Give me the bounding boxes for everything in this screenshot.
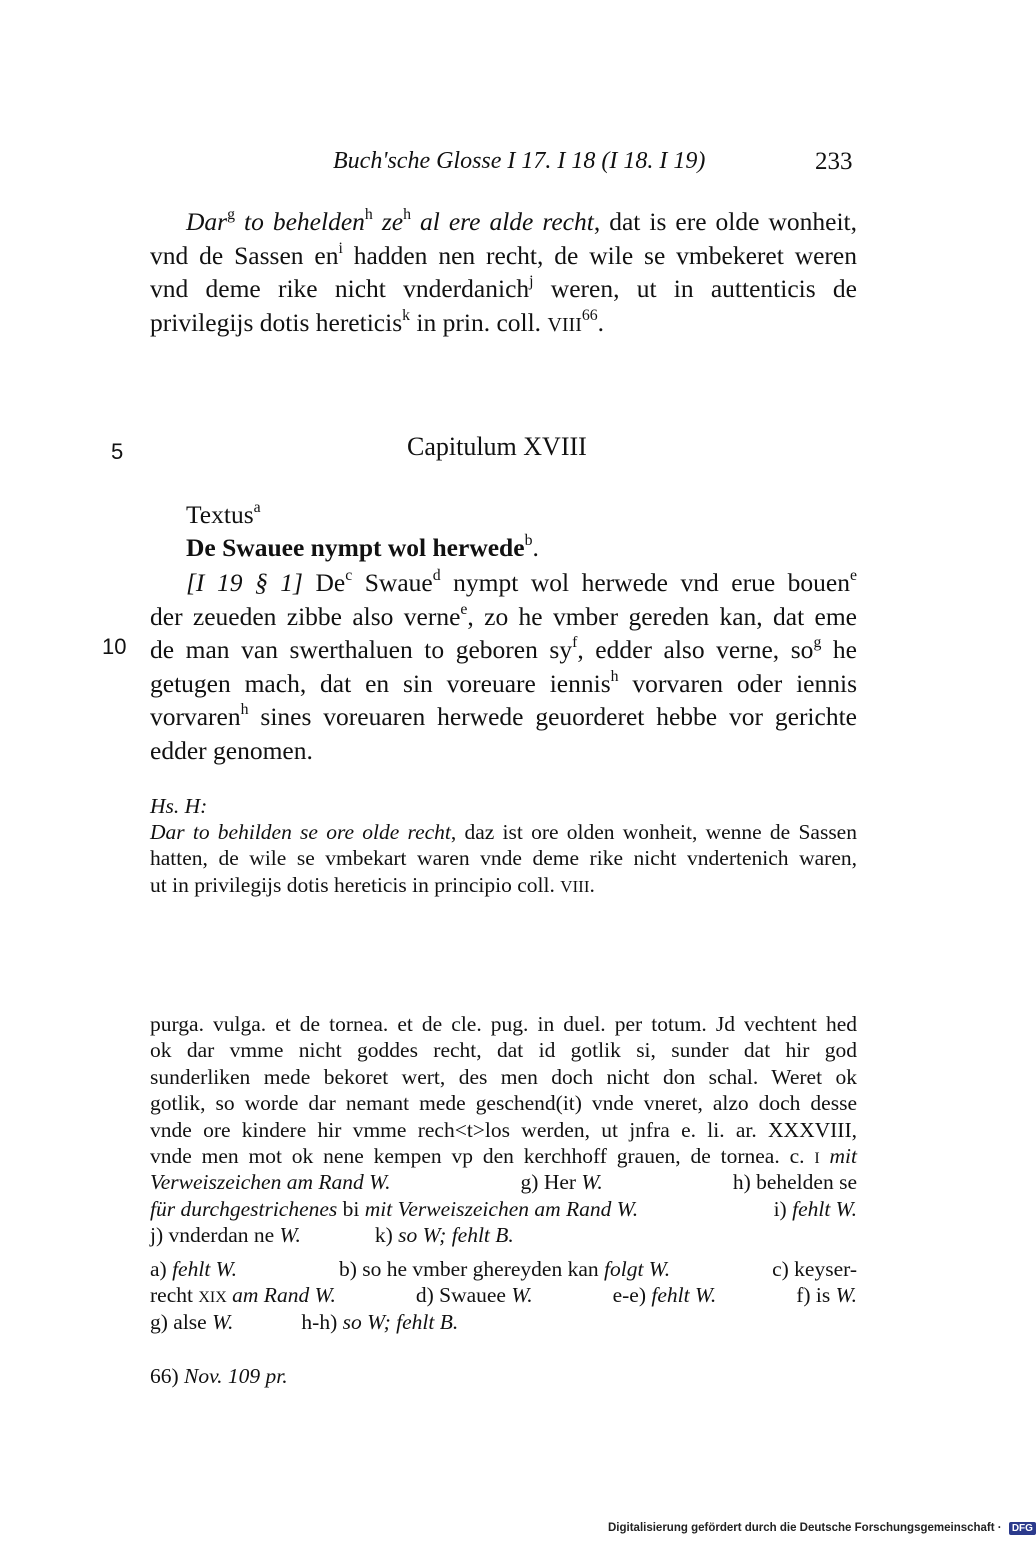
text-span: mit (819, 1143, 857, 1168)
text-span: , daz ist ore olden wonheit, wenne de Sassen (450, 820, 857, 845)
text-span: h-h) (301, 1309, 343, 1334)
text-span: W. (581, 1170, 603, 1195)
text-span: privilegijs dotis hereticis (150, 307, 403, 337)
text-line (150, 239, 857, 273)
note-row (150, 1282, 857, 1308)
line-number: 10 (102, 634, 127, 659)
text-span: vnde men mot ok nene kempen vp den kerchhoff grauen, de tornea. c. (150, 1143, 815, 1168)
text-span: fehlt W. (172, 1257, 237, 1281)
text-line: gotlik, so worde dar nemant mede geschend(it) vnde vneret, alzo doch desse (150, 1091, 857, 1116)
text-line (150, 566, 857, 600)
text-span: vorvaren (150, 702, 241, 732)
variant-marker: d (432, 566, 441, 584)
textus-label (186, 498, 261, 532)
dfg-logo: DFG (1009, 1522, 1036, 1535)
note-row (150, 1222, 857, 1248)
text-span: Dar to behilden se ore olde recht (150, 820, 451, 845)
text-span: ze (372, 207, 404, 236)
textus-variants (150, 1256, 857, 1335)
variant-marker: a (253, 498, 261, 516)
text-span: . (597, 307, 605, 337)
note-row (150, 1256, 857, 1282)
text-line (150, 306, 857, 343)
note-text: c) keyser- (772, 1257, 857, 1281)
text-span: de man van swerthaluen to geboren sy (150, 635, 573, 665)
text-span: W. (511, 1283, 533, 1308)
note-text (339, 1256, 670, 1282)
variant-marker: b (524, 531, 533, 549)
text-line: ok dar vmme nicht goddes recht, dat id gotlik si, sunder dat hir god (150, 1038, 857, 1063)
note-text: Verweiszeichen am Rand W. (150, 1170, 391, 1195)
text-span: . (589, 872, 595, 897)
variant-marker: e (850, 566, 858, 584)
text-span: g) Her (520, 1170, 582, 1195)
manuscript-variant (150, 793, 857, 900)
text-line (150, 272, 857, 306)
text-span: , edder also verne, so (577, 635, 814, 665)
note-text (416, 1282, 533, 1308)
text-span: e-e) (612, 1283, 652, 1308)
text-line (150, 633, 857, 667)
variant-marker: h (364, 205, 373, 223)
text-span: Dar (186, 207, 228, 236)
gloss-paragraph (150, 205, 857, 342)
text-span: der zeueden zibbe also verne (150, 601, 461, 631)
running-head (0, 148, 1000, 180)
text-span: hadden nen recht, de wile se vmbekeret weren (342, 240, 857, 270)
text-line (150, 700, 857, 734)
text-span: in prin. coll. (410, 307, 548, 337)
text-span: a) (150, 1257, 173, 1281)
note-row (150, 1196, 857, 1222)
text-span: mit Verweiszeichen am Rand W. (364, 1196, 639, 1221)
text-line (150, 872, 857, 900)
text-line: sunderliken mede bekoret wert, des men doch nicht don schal. Weret ok (150, 1064, 857, 1089)
text-span: getugen mach, dat en sin voreuare iennis (150, 668, 611, 698)
text-span: al ere alde recht (410, 207, 594, 236)
text-span: am Rand W. (226, 1283, 336, 1308)
note-text (796, 1282, 857, 1308)
text-span: Textus (186, 500, 254, 529)
text-span: , dat is ere olde wonheit, (593, 207, 857, 236)
note-text (150, 1256, 237, 1282)
text-span: nympt wol herwede vnd erue bouen (440, 568, 850, 597)
text-span: , zo he vmber gereden kan, dat eme (467, 601, 857, 631)
running-title: Buch'sche Glosse I 17. I 18 (I 18. I 19) (333, 148, 706, 174)
text-span: für durchgestrichenes (150, 1196, 338, 1221)
text-span: so W; fehlt B. (342, 1309, 459, 1334)
line-number: 5 (111, 439, 124, 464)
variant-marker: g (813, 634, 822, 652)
roman-numeral: XIX (198, 1289, 227, 1307)
text-span: De (302, 568, 346, 597)
text-span: bi (337, 1196, 365, 1221)
text-line (150, 600, 857, 634)
text-span: he (821, 635, 857, 665)
variant-marker: i (338, 239, 343, 257)
footnote-marker: 66 (581, 306, 598, 324)
text-span: g) alse (150, 1309, 213, 1334)
footnote (150, 1363, 288, 1389)
text-span: recht (150, 1283, 199, 1308)
note-text (774, 1196, 857, 1222)
funding-text: Digitalisierung gefördert durch die Deutsche Forschungsgemeinschaft · (608, 1522, 1005, 1534)
text-span: d) Swauee (415, 1283, 512, 1308)
text-span: fehlt W. (792, 1196, 857, 1221)
manuscript-label: Hs. H: (150, 794, 208, 818)
variant-marker: j (529, 273, 534, 291)
text-span: to behelden (235, 207, 365, 236)
text-span: . (532, 533, 539, 562)
text-span: W. (279, 1223, 301, 1248)
text-span: j) vnderdan ne (150, 1223, 280, 1248)
variant-marker: g (227, 205, 235, 223)
variant-marker: k (402, 306, 411, 324)
textus-heading (186, 531, 539, 565)
text-line: vnde ore kindere hir vmme rech<t>los werden, ut jnfra e. li. ar. XXXVIII, (150, 1117, 857, 1142)
page-number: 233 (815, 148, 853, 175)
textus-body (150, 566, 857, 768)
text-span: i) (773, 1196, 793, 1221)
text-span: f) is (796, 1283, 836, 1308)
text-span: ut in privilegijs dotis hereticis in principio coll. (150, 872, 561, 897)
variant-marker: c (345, 566, 353, 584)
roman-numeral: VIII (560, 876, 590, 896)
variant-marker: h (403, 205, 411, 223)
text-span: so W; fehlt B. (398, 1223, 514, 1248)
text-line (150, 205, 857, 239)
footnote-number: 66) (150, 1364, 185, 1388)
variant-marker: h (240, 701, 249, 719)
variant-marker: e (460, 600, 468, 618)
text-span: sines voreuaren herwede geuorderet hebbe vor gerichte (248, 702, 857, 732)
text-line: edder genomen. (150, 735, 313, 765)
text-span: k) (374, 1223, 399, 1248)
roman-numeral: I (814, 1149, 820, 1167)
text-span: [I 19 § 1] (186, 568, 303, 597)
text-span: vnd deme rike nicht vnderdanich (150, 274, 530, 304)
footnote-text: Nov. 109 pr. (184, 1364, 288, 1388)
text-span: fehlt W. (651, 1283, 717, 1308)
text-line (150, 1143, 857, 1169)
text-span: vorvaren oder iennis (618, 668, 857, 698)
text-span: b) so he vmber ghereyden kan (338, 1257, 605, 1281)
text-span: Swaue (352, 568, 433, 597)
note-row (150, 1309, 857, 1335)
apparatus-notes (150, 1011, 857, 1249)
text-line (150, 819, 857, 845)
funding-notice (608, 1522, 1036, 1535)
text-line (150, 667, 857, 701)
text-span: De Swauee nympt wol herwede (186, 533, 525, 562)
text-span: folgt W. (604, 1257, 671, 1281)
text-line: purga. vulga. et de tornea. et de cle. pug. in duel. per totum. Jd vechtent hed (150, 1012, 857, 1036)
text-span: W. (212, 1309, 234, 1334)
note-text (150, 1196, 638, 1222)
note-text (521, 1169, 603, 1195)
variant-marker: h (610, 667, 619, 685)
text-line: hatten, de wile se vmbekart waren vnde deme rike nicht vndertenich waren, (150, 846, 857, 871)
text-span: W. (835, 1283, 857, 1308)
variant-marker: f (572, 634, 578, 652)
note-text (150, 1282, 336, 1308)
note-text (613, 1282, 717, 1308)
note-text: h) behelden se (732, 1170, 857, 1195)
note-row (150, 1169, 857, 1195)
roman-numeral: VIII (547, 313, 582, 336)
chapter-title: Capitulum XVIII (407, 432, 587, 461)
text-span: weren, ut in auttenticis de (533, 274, 857, 304)
text-span: vnd de Sassen en (150, 240, 339, 270)
